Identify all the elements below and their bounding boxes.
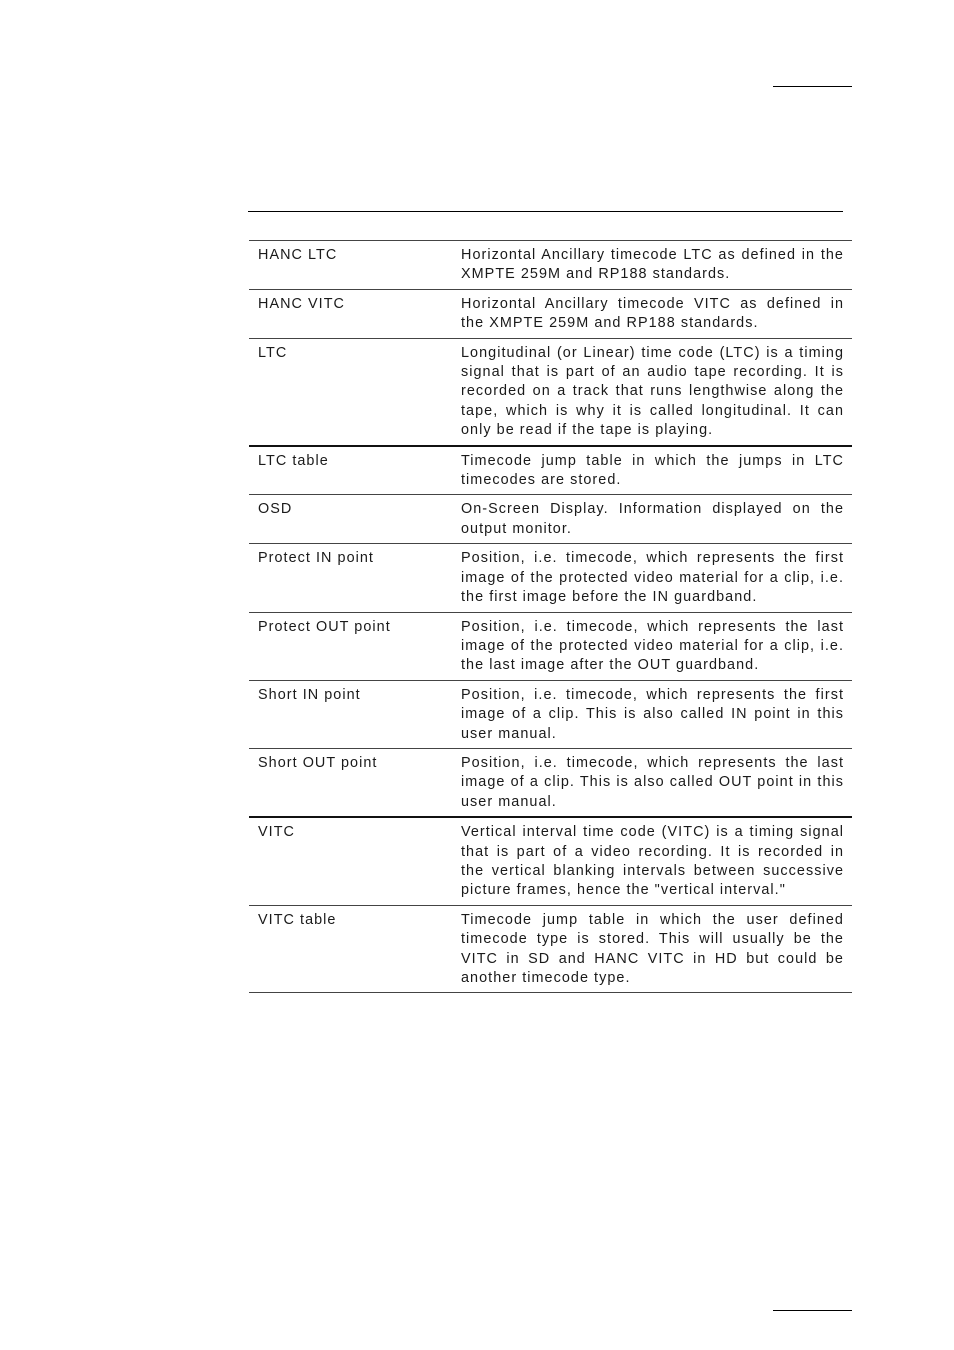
glossary-term: Short IN point	[258, 686, 361, 703]
table-row	[249, 817, 852, 905]
glossary-definition: Horizontal Ancillary timecode VITC as defined in the XMPTE 259M and RP188 standards.	[461, 295, 844, 332]
glossary-definition: Longitudinal (or Linear) time code (LTC) is a timing signal that is part of an audio tape recording. It is recorded on a track that runs lengthwise along the tape, which is why it is called longitudinal. It can only be read if the tape is playing.	[461, 344, 844, 439]
glossary-definition: On-Screen Display. Information displayed on the output monitor.	[461, 501, 844, 537]
glossary-definition: Position, i.e. timecode, which represents the last image of a clip. This is also called OUT point in this user manual.	[461, 754, 844, 810]
glossary-term: HANC LTC	[258, 247, 338, 263]
table-row	[249, 241, 852, 290]
glossary-definition: Position, i.e. timecode, which represents the first image of the protected video material for a clip, i.e. the first image before the IN guardband.	[461, 550, 844, 606]
glossary-term: VITC	[258, 824, 295, 841]
glossary-definition: Timecode jump table in which the user defined timecode type is stored. This will usually be the VITC in SD and HANC VITC in HD but could be another timecode type.	[461, 911, 844, 986]
glossary-definition: Vertical interval time code (VITC) is a timing signal that is part of a video recording. It is recorded in the vertical blanking intervals between successive picture frames, hence the "vertical interval."	[461, 824, 844, 899]
table-row	[249, 680, 852, 748]
glossary-term: OSD	[258, 501, 293, 518]
table-row	[249, 338, 852, 446]
table-row	[249, 748, 852, 817]
header-rule	[773, 86, 852, 87]
table-row	[249, 446, 852, 495]
glossary-definition: Horizontal Ancillary timecode LTC as defined in the XMPTE 259M and RP188 standards.	[461, 247, 844, 283]
table-row	[249, 905, 852, 993]
glossary-definition: Timecode jump table in which the jumps in LTC timecodes are stored.	[461, 452, 844, 489]
glossary-term: Short OUT point	[258, 754, 378, 771]
table-row	[249, 544, 852, 612]
glossary-term: Protect IN point	[258, 550, 374, 567]
table-row	[249, 612, 852, 680]
glossary-term: VITC table	[258, 911, 337, 928]
table-row	[249, 289, 852, 338]
glossary-table	[249, 240, 852, 993]
glossary-term: LTC table	[258, 452, 329, 469]
glossary-term: HANC VITC	[258, 295, 346, 312]
glossary-term: Protect OUT point	[258, 618, 391, 635]
glossary-term: LTC	[258, 344, 288, 361]
glossary-definition: Position, i.e. timecode, which represents the last image of the protected video material for a clip, i.e. the last image after the OUT guardband.	[461, 618, 844, 674]
footer-rule	[773, 1310, 852, 1311]
glossary-definition: Position, i.e. timecode, which represents the first image of a clip. This is also called IN point in this user manual.	[461, 686, 844, 742]
table-row	[249, 495, 852, 544]
section-divider	[248, 211, 843, 212]
